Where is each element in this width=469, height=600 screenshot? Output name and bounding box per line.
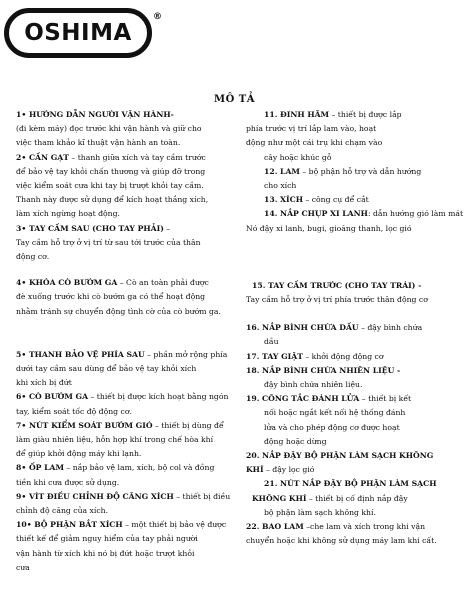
entry-heading: 7• NÚT KIỂM SOÁT BƯỚM GIÓ — [16, 420, 153, 430]
entry-heading-line — [16, 490, 246, 504]
entry-heading-rest: – thiết bị điều — [173, 491, 231, 501]
right-entry — [246, 279, 464, 307]
entry-heading: 6• CÒ BƯỚM GA — [16, 392, 89, 402]
entry-text-line: dưới tay cầm sau dùng để bảo vệ tay khỏi xích — [16, 364, 197, 374]
entry-text-line: dầu — [264, 337, 279, 347]
entry-heading: 12. LAM — [264, 166, 300, 176]
entry-text-line: nối hoặc ngắt kết nối hệ thống đánh — [264, 408, 406, 418]
entry-heading-rest: – thanh giữa xích và tay cầm trước — [68, 152, 206, 162]
entry-heading: 13. XÍCH — [264, 195, 303, 205]
entry-heading-line — [246, 108, 464, 122]
right-entry — [246, 520, 464, 548]
entry-heading-line — [16, 222, 246, 236]
entry-heading: 22. BAO LAM — [246, 522, 304, 532]
entry-text-line — [246, 492, 464, 506]
entry-text-line: đè xuống trước khi cò bướm ga có thể hoạt động — [16, 292, 206, 302]
left-entry — [16, 108, 246, 151]
entry-text-line: làm giàu nhiên liệu, hỗn hợp khí trong chế hòa khí — [16, 435, 214, 445]
right-entry — [246, 321, 464, 349]
entry-heading-rest: – khởi động động cơ — [302, 351, 384, 361]
entry-heading: 2• CẦN GẠT — [16, 152, 69, 162]
entry-heading-rest: – — [163, 223, 171, 233]
entry-heading-line — [16, 108, 246, 122]
entry-heading-rest: – đậy lọc gió — [263, 465, 315, 475]
entry-heading-line — [246, 350, 464, 364]
entry-text-line: làm xích ngừng hoạt động. — [16, 209, 120, 219]
entry-text-line: Thanh này được sử dụng để kích hoạt thắng xích, — [16, 195, 209, 205]
entry-heading-line — [16, 348, 246, 362]
entry-heading-line — [16, 151, 246, 165]
entry-text-line: chỉnh độ căng của xích. — [16, 506, 109, 516]
entry-text-line: phía trước vị trí lắp lam vào, hoạt — [246, 124, 377, 134]
right-entry — [246, 165, 464, 193]
entry-text-line: để bảo vệ tay khỏi chấn thương và giúp đỡ trong — [16, 166, 206, 176]
right-entry — [246, 449, 464, 477]
left-entry — [16, 276, 246, 319]
logo-text: OSHIMA — [24, 20, 132, 46]
entry-text-line: việc kiểm soát cưa khi tay bị trượt khỏi tay cầm. — [16, 181, 204, 191]
entry-text-line: Tay cầm hỗ trợ ở vị trí từ sau tới trước của thân — [16, 237, 201, 247]
entry-text-line: cho xích — [264, 181, 297, 191]
left-entry — [16, 348, 246, 391]
right-entry — [246, 350, 464, 364]
entry-text-line: lửa và cho phép động cơ được hoạt — [264, 422, 400, 432]
entry-heading: 9• VÍT ĐIỀU CHỈNH ĐỘ CĂNG XÍCH — [16, 491, 174, 501]
entry-heading-rest: – phần mở rộng phía — [144, 349, 228, 359]
left-entry — [16, 151, 246, 222]
entry-heading: 4• KHÓA CÒ BƯỚM GA — [16, 278, 118, 288]
entry-heading-rest: – Cò an toàn phải được — [117, 278, 209, 288]
entry-heading: 21. NÚT NẮP ĐẬY BỘ PHẬN LÀM SẠCH — [264, 479, 437, 489]
right-entry — [246, 477, 464, 520]
entry-heading-line — [16, 518, 246, 532]
entry-text-line: để giúp khởi động máy khi lạnh. — [16, 449, 142, 459]
entry-heading-line — [246, 193, 464, 207]
entry-heading-line — [246, 449, 464, 463]
entry-text-line: đậy bình chứa nhiên liệu. — [264, 380, 363, 390]
entry-text-line: động hoặc dừng — [264, 436, 327, 446]
entry-heading-rest: : dẫn hướng gió làm mát — [367, 209, 464, 219]
oshima-logo — [4, 8, 152, 58]
entry-heading-rest: – đậy bình chứa — [358, 323, 423, 333]
entry-text-line: (đi kèm máy) đọc trước khi vận hành và giữ cho — [16, 124, 202, 134]
entry-heading-cont: KHÔNG KHÍ — [252, 493, 307, 503]
entry-heading: 17. TAY GIẬT — [246, 351, 303, 361]
entry-heading: 20. NẮP ĐẬY BỘ PHẬN LÀM SẠCH KHÔNG — [246, 451, 434, 461]
entry-heading-rest: – công cụ để cắt — [303, 195, 369, 205]
entry-heading-line — [246, 477, 464, 491]
left-entry — [16, 222, 246, 265]
registered-mark: ® — [153, 12, 162, 22]
entry-heading-line — [16, 390, 246, 404]
entry-heading-rest: – bộ phận hỗ trợ và dẫn hướng — [299, 166, 422, 176]
page-title: MÔ TẢ — [214, 94, 255, 105]
entry-heading-line — [246, 364, 464, 378]
entry-heading-rest: – thiết bị cố định nắp đậy — [306, 493, 408, 503]
entry-heading-cont: KHÍ — [246, 465, 264, 475]
entry-heading-rest: – thiết bị kết — [359, 394, 412, 404]
entry-text-line: động như một cái trụ khi chạm vào — [246, 138, 383, 148]
left-entry — [16, 390, 246, 418]
entry-text-line: khi xích bị đứt — [16, 378, 72, 388]
entry-heading-rest: – thiết bị dùng để — [152, 420, 224, 430]
entry-heading-rest: – thiết bị được lắp — [329, 110, 402, 119]
entry-heading: 3• TAY CẦM SAU (CHO TAY PHẢI) — [16, 223, 164, 233]
entry-text-line: vận hành từ xích khi nó bị đứt hoặc trượt khỏi — [16, 548, 195, 558]
entry-text-line: chuyển hoặc khi không sử dụng máy lam khi cất. — [246, 536, 437, 546]
left-entry — [16, 419, 246, 462]
entry-text-line: cây hoặc khúc gỗ — [264, 152, 332, 162]
entry-text-line: việc tham khảo kĩ thuật vận hành an toàn. — [16, 138, 181, 148]
left-entry — [16, 461, 246, 489]
entry-heading: 14. NẮP CHỤP XI LANH — [264, 209, 368, 219]
left-column — [16, 108, 246, 575]
entry-heading-line — [246, 207, 464, 221]
entry-text-line: tiền khi cưa được sử dụng. — [16, 477, 120, 487]
entry-heading: 5• THANH BẢO VỆ PHÍA SAU — [16, 349, 145, 359]
entry-heading-rest: – một thiết bị bảo vệ được — [122, 520, 227, 530]
entry-heading-line — [246, 279, 464, 293]
entry-text-line: cưa — [16, 562, 30, 572]
entry-heading-line — [16, 276, 246, 290]
entry-text-line: tay, kiểm soát tốc độ động cơ. — [16, 406, 132, 416]
entry-text-line: Tay cầm hỗ trợ ở vị trí phía trước thân động cơ — [246, 295, 428, 305]
entry-heading-line — [246, 392, 464, 406]
entry-heading: 11. ĐINH HÃM — [264, 110, 330, 119]
entry-heading-rest: –che lam và xích trong khi vận — [303, 522, 426, 532]
left-entry — [16, 518, 246, 575]
right-entry — [246, 392, 464, 449]
entry-heading-line — [246, 165, 464, 179]
entry-heading: 16. NẮP BÌNH CHỨA DẦU — [246, 323, 359, 333]
entry-text-line: nhằm tránh sự chuyển động tình cờ của cò bướm ga. — [16, 306, 221, 316]
entry-heading: 10• BỘ PHẬN BẮT XÍCH — [16, 520, 123, 530]
entry-heading: 1• HƯỚNG DẪN NGƯỜI VẬN HÀNH- — [16, 110, 174, 119]
right-entry — [246, 193, 464, 207]
right-entry — [246, 207, 464, 235]
entry-heading: 8• ỐP LAM — [16, 463, 64, 473]
entry-heading-rest: – nắp bảo vệ lam, xích, bộ col và đồng — [63, 463, 215, 473]
entry-text-line: động cơ. — [16, 252, 50, 262]
entry-heading-line — [16, 419, 246, 433]
entry-heading-line — [16, 461, 246, 475]
entry-heading: 19. CÔNG TẮC ĐÁNH LỬA — [246, 394, 360, 404]
left-entry — [16, 490, 246, 518]
entry-heading-line — [246, 520, 464, 534]
entry-text-line — [246, 463, 464, 477]
right-entry — [246, 364, 464, 392]
entry-text-line: thiết kế để giảm nguy hiểm của tay phải người — [16, 534, 198, 544]
entry-heading: 15. TAY CẦM TRƯỚC (CHO TAY TRÁI) - — [252, 280, 422, 290]
entry-heading-rest: – thiết bị được kích hoạt bằng ngón — [88, 392, 229, 402]
entry-heading-line — [246, 321, 464, 335]
entry-text-line: Nó đậy xi lanh, bugi, gioăng thanh, lọc gió — [246, 223, 412, 233]
right-column — [246, 108, 464, 548]
entry-heading: 18. NẮP BÌNH CHỨA NHIÊN LIỆU - — [246, 365, 401, 375]
right-entry — [246, 108, 464, 165]
entry-text-line: bộ phận làm sạch không khí. — [264, 507, 376, 517]
